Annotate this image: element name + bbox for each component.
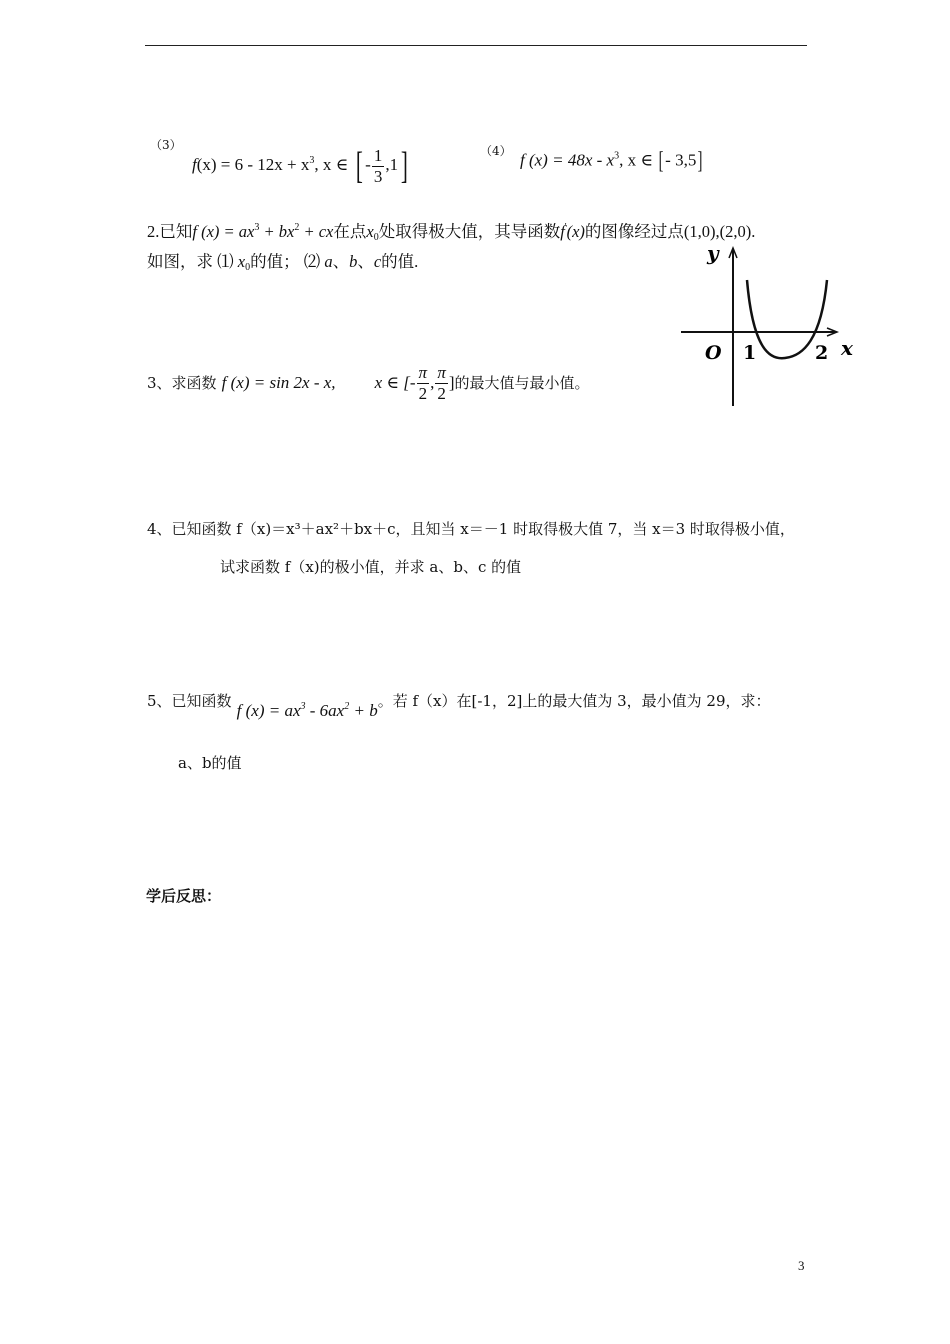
header-rule — [145, 45, 807, 46]
q5-e3: 3 — [300, 701, 306, 712]
q5-end: + b — [349, 701, 378, 720]
q2-l2-a: 如图，求 ⑴ — [147, 252, 238, 271]
graph-tick-2: 2 — [815, 342, 829, 364]
q2-bx: + bx — [259, 222, 295, 241]
q5-function — [237, 701, 378, 720]
p4-domain: , x ∈ — [619, 150, 653, 170]
q2-e2: 2 — [294, 222, 300, 233]
q2-l2-c: 、 — [332, 252, 350, 271]
question-2-line2 — [147, 248, 418, 273]
q2-l2-bvar: b — [349, 252, 358, 271]
q3-domain: x ∈ [- — [374, 373, 416, 392]
q2-cx: + cx — [299, 222, 334, 241]
q2-text-h: 的图像经过点(1,0),(2,0). — [584, 222, 756, 241]
q2-x-arg: (x) — [566, 222, 585, 241]
question-5 — [147, 690, 771, 720]
q2-fprime: f — [560, 222, 565, 241]
q3-frac-lo — [417, 363, 430, 404]
q2-text-d: 在点 — [333, 222, 367, 241]
graph-y-label: y — [707, 241, 719, 265]
p3-frac-num: 1 — [373, 145, 383, 165]
p3-minus: - — [365, 155, 371, 174]
q3-pi-hi: π — [437, 363, 446, 382]
q5-prefix: 5、已知函数 — [147, 692, 232, 710]
p4-interval: - 3,5 — [665, 150, 697, 170]
q2-l2-cvar: c — [373, 252, 382, 271]
problem-3-formula — [192, 139, 411, 187]
problem-4-label: （4） — [480, 144, 512, 158]
q3-two-lo: 2 — [418, 384, 428, 403]
question-2-line1 — [147, 218, 755, 243]
q2-prime: ' — [564, 222, 567, 233]
q3-pi-lo: π — [418, 363, 428, 382]
q3-two-hi: 2 — [437, 384, 446, 403]
graph-tick-1: 1 — [743, 342, 757, 364]
question-5-line2: a、b的值 — [178, 754, 242, 772]
question-3 — [147, 360, 590, 406]
p3-domain: , x ∈ — [314, 155, 349, 174]
q2-sub0: 0 — [373, 232, 379, 243]
q2-e3: 3 — [254, 222, 260, 233]
q5-e2: 2 — [344, 701, 350, 712]
derivative-graph — [675, 240, 865, 410]
graph-x-label: x — [841, 336, 853, 360]
p4-exp: 3 — [614, 150, 620, 162]
q2-l2-avar: a — [324, 252, 333, 271]
p3-upper: ,1 — [385, 155, 399, 174]
p3-exp: 3 — [309, 155, 315, 166]
q3-frac-hi — [435, 363, 448, 404]
question-4-line2: 试求函数 f（x)的极小值，并求 a、b、c 的值 — [220, 558, 522, 576]
p3-fraction — [372, 146, 385, 187]
p3-left-bracket: [ — [355, 145, 363, 188]
q5-f: f (x) = ax — [236, 701, 301, 720]
q2-text-e: 处取得极大值，其导函数 — [378, 222, 561, 241]
q2-l2-d: 、 — [357, 252, 374, 271]
graph-origin-label: O — [705, 342, 722, 364]
question-4-line1: 4、已知函数 f（x)＝x³＋ax²＋bx＋c，且知当 x＝－1 时取得极大值 7，当 x＝3 时取得极小值， — [147, 520, 795, 538]
q3-suffix: 的最大值与最小值。 — [454, 374, 590, 392]
q2-f: f (x) = ax — [192, 222, 255, 241]
q2-number: 2. — [147, 222, 160, 241]
problem-3 — [150, 140, 182, 159]
p4-left-bracket: [ — [658, 148, 664, 174]
reflection-heading: 学后反思： — [146, 887, 222, 905]
q3-function: f (x) = sin 2x - x, — [221, 373, 336, 392]
p3-f: f — [192, 155, 197, 174]
q2-l2-sub: 0 — [245, 262, 251, 273]
q2-x: x — [366, 222, 374, 241]
problem-4-formula — [520, 148, 704, 175]
q2-l2-x: x — [237, 252, 246, 271]
q5-suffix: 。若 f（x）在[-1，2]上的最大值为 3，最小值为 29，求： — [377, 692, 771, 710]
p4-right-bracket: ] — [697, 148, 703, 174]
p4-f: f (x) = 48x - x — [520, 150, 615, 170]
q2-text-a: 已知 — [159, 222, 193, 241]
q3-comma: , — [430, 373, 435, 392]
p3-right-bracket: ] — [400, 145, 408, 188]
p3-body: (x) = 6 - 12x + x — [196, 155, 310, 174]
q5-mid: - 6ax — [305, 701, 345, 720]
problem-3-label: （3） — [150, 138, 182, 152]
p3-frac-den: 3 — [373, 166, 383, 186]
q2-l2-b: 的值； ⑵ — [250, 252, 325, 271]
q3-close: ] — [448, 373, 455, 392]
q3-prefix: 3、求函数 — [147, 374, 217, 392]
q2-l2-e: 的值. — [381, 252, 419, 271]
page-number: 3 — [798, 1258, 805, 1273]
